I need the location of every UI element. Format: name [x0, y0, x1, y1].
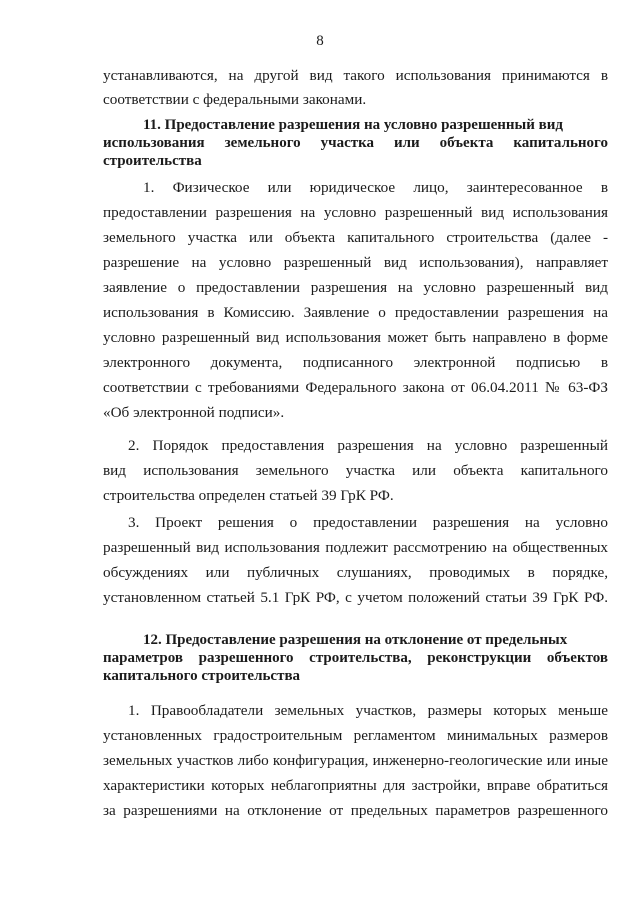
paragraph-line: характеристики которых неблагоприятны для застройки, вправе обратиться [103, 777, 608, 794]
paragraph-line: предоставлении разрешения на условно разрешенный вид использования [103, 204, 608, 221]
section-11-heading: использования земельного участка или объекта капитального [103, 135, 608, 151]
paragraph-line: земельного участка или объекта капитального строительства (далее - [103, 229, 608, 246]
paragraph-line: 3. Проект решения о предоставлении разрешения на условно [128, 514, 608, 531]
paragraph-line: обсуждениях или публичных слушаниях, проводимых в порядке, [103, 564, 608, 581]
paragraph-line: вид использования земельного участка или объекта капитального [103, 462, 608, 479]
text-line: устанавливаются, на другой вид такого использования принимаются в [103, 67, 608, 84]
section-11-heading: строительства [103, 153, 202, 169]
paragraph-line: использования в Комиссию. Заявление о предоставлении разрешения на [103, 304, 608, 321]
paragraph-line: земельных участков либо конфигурация, инженерно-геологические или иные [103, 752, 608, 769]
section-12-heading: 12. Предоставление разрешения на отклонение от предельных [143, 632, 568, 648]
paragraph-line: за разрешениями на отклонение от предельных параметров разрешенного [103, 802, 608, 819]
paragraph-line: разрешенный вид использования подлежит рассмотрению на общественных [103, 539, 608, 556]
paragraph-line: «Об электронной подписи». [103, 404, 285, 421]
paragraph-line: разрешение на условно разрешенный вид использования), направляет [103, 254, 608, 271]
paragraph-line: 1. Физическое или юридическое лицо, заинтересованное в [143, 179, 608, 196]
section-12-heading: капитального строительства [103, 668, 301, 684]
paragraph-line: 2. Порядок предоставления разрешения на условно разрешенный [128, 437, 608, 454]
text-line: соответствии с федеральными законами. [103, 91, 367, 108]
paragraph-line: строительства определен статьей 39 ГрК РФ. [103, 487, 394, 504]
paragraph-line: электронного документа, подписанного электронной подписью в [103, 354, 608, 371]
paragraph-line: соответствии с требованиями Федерального закона от 06.04.2011 № 63-ФЗ [103, 379, 608, 396]
paragraph-line: установленных градостроительным регламентом минимальных размеров [103, 727, 608, 744]
paragraph-line: заявление о предоставлении разрешения на условно разрешенный вид [103, 279, 608, 296]
paragraph-line: установленном статьей 5.1 ГрК РФ, с учетом положений статьи 39 ГрК РФ. [103, 589, 608, 606]
section-12-heading: параметров разрешенного строительства, реконструкции объектов [103, 650, 608, 666]
paragraph-line: 1. Правообладатели земельных участков, размеры которых меньше [128, 702, 608, 719]
paragraph-line: условно разрешенный вид использования может быть направлено в форме [103, 329, 608, 346]
page-number: 8 [316, 33, 324, 49]
section-11-heading: 11. Предоставление разрешения на условно разрешенный вид [143, 117, 563, 133]
